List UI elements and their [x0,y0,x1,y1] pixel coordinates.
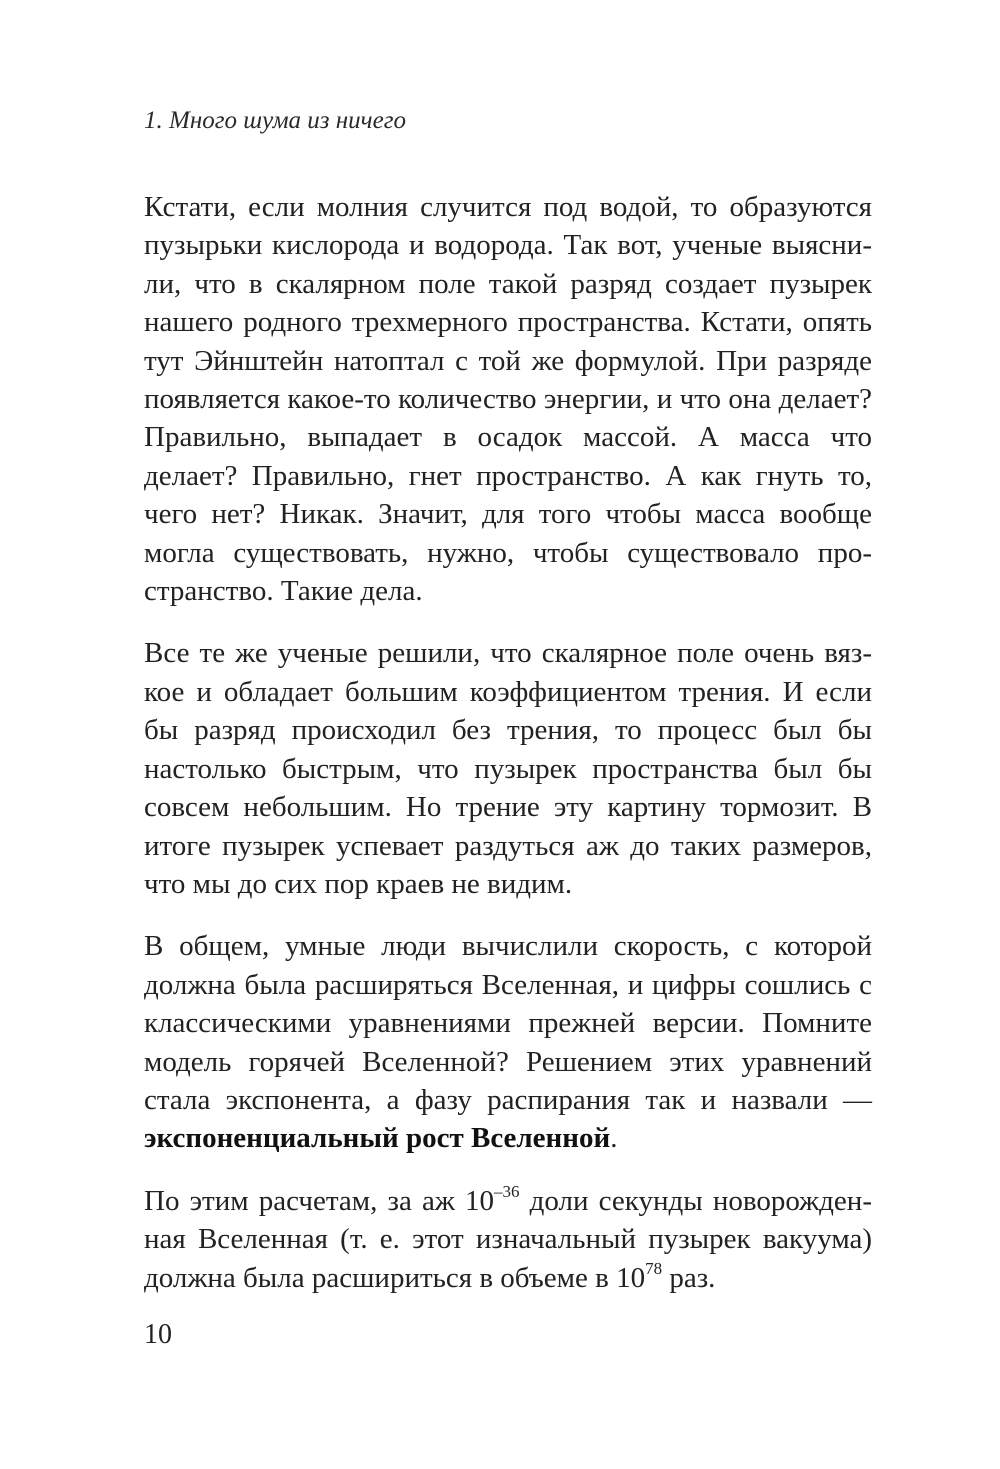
running-header: 1. Много шума из ничего [144,107,406,134]
paragraph-4-part-1: По этим расчетам, за аж 10 [144,1184,495,1217]
body-text [144,188,872,1297]
bold-term: экспоненциальный рост Вселенной [144,1122,611,1155]
book-page [144,0,872,1469]
paragraph-1: Кстати, если молния случится под водой, то образуются пузырьки кислорода и водорода. Так вот, ученые выяснили, что в скалярном поле такой разряд создает пузырек нашего родного трехмерного пространства. Кстати, опять тут Эйнштейн натоптал с той же формулой. При разряде появляется какое-то количество энергии, и что она делает? Правильно, выпадает в осадок массой. А масса что делает? Правильно, гнет пространство. А как гнуть то, чего нет? Никак. Значит, для того чтобы масса вообще могла существовать, нужно, чтобы существовало пространство. Такие дела. [144,191,872,608]
exponent-minus-36: –36 [494,1182,520,1202]
exponent-78: 78 [645,1258,663,1278]
page-number: 10 [144,1319,172,1350]
paragraph-3-end: . [610,1122,618,1155]
paragraph-4 [144,1182,872,1297]
paragraph-3 [144,927,872,1157]
paragraph-4-part-3: раз. [662,1261,716,1294]
paragraph-3-text: В общем, умные люди вычислили скорость, с которой должна была расширяться Вселенная, и цифры сошлись с классическими уравнениями прежней версии. Помните модель горячей Вселенной? Решением этих уравнений стала экспонента, а фазу распирания так и назвали — [144,930,872,1116]
paragraph-4-part-2: доли секунды новорожденная Вселенная (т. е. этот изначальный пузырек вакуума) должна была расшириться в объеме в 10 [144,1184,872,1294]
paragraph-2: Все те же ученые решили, что скалярное поле очень вязкое и обладает большим коэффициентом трения. И если бы разряд происходил без трения, то процесс был бы настолько быстрым, что пузырек пространства был бы совсем небольшим. Но трение эту картину тормозит. В итоге пузырек успевает раздуться аж до таких размеров, что мы до сих пор краев не видим. [144,637,872,900]
